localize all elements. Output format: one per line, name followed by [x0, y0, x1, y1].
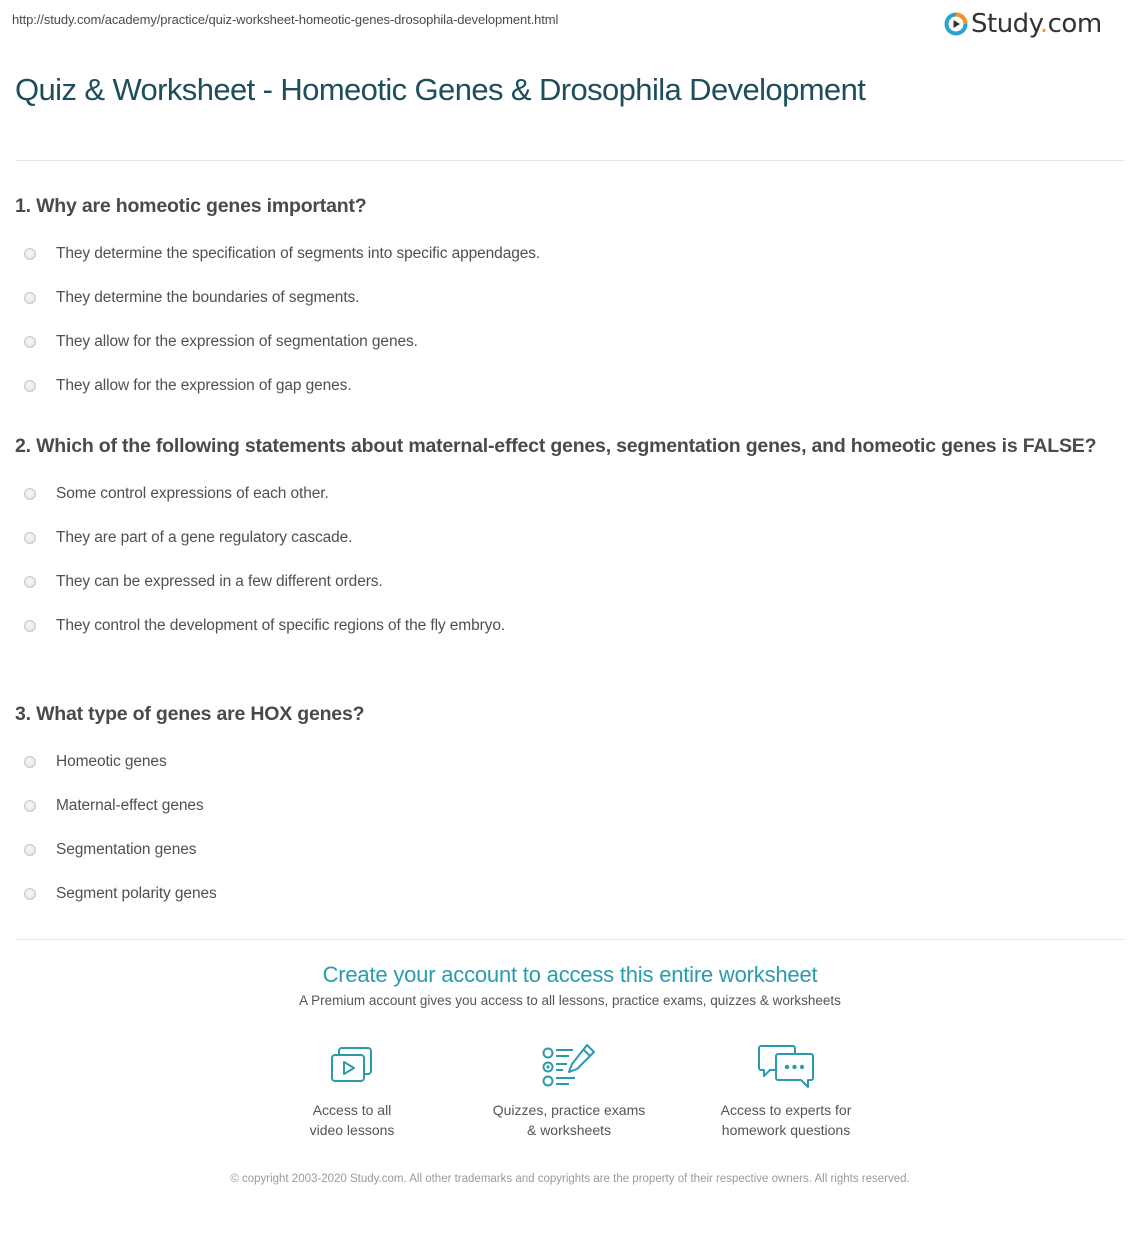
answer-option[interactable]: [15, 516, 1125, 560]
option-label: Segmentation genes: [56, 841, 197, 858]
option-label: They determine the boundaries of segments.: [56, 289, 360, 306]
feature-label-line: Quizzes, practice exams: [492, 1102, 646, 1118]
question-text: 3. What type of genes are HOX genes?: [15, 703, 365, 725]
radio-button[interactable]: [24, 248, 36, 260]
feature-label-line: Access to experts for: [720, 1102, 852, 1118]
title-divider: [15, 160, 1125, 161]
answer-option[interactable]: [15, 604, 1125, 648]
chat-bubbles-icon: [756, 1042, 816, 1092]
radio-button[interactable]: [24, 844, 36, 856]
question-2: [15, 432, 1125, 648]
questions-divider: [15, 939, 1125, 940]
radio-button[interactable]: [24, 292, 36, 304]
feature-label-line: video lessons: [309, 1122, 395, 1138]
radio-button[interactable]: [24, 620, 36, 632]
premium-cta: [0, 960, 1140, 1011]
answer-option[interactable]: [15, 740, 1125, 784]
radio-button[interactable]: [24, 532, 36, 544]
question-3: [15, 700, 1125, 916]
option-label: Homeotic genes: [56, 753, 167, 770]
answer-option[interactable]: [15, 828, 1125, 872]
logo-text: [971, 8, 1102, 40]
option-label: Some control expressions of each other.: [56, 485, 329, 502]
radio-button[interactable]: [24, 756, 36, 768]
feature-label: [252, 1100, 452, 1140]
answer-option[interactable]: [15, 364, 1125, 408]
radio-button[interactable]: [24, 888, 36, 900]
feature-label-line: & worksheets: [526, 1122, 612, 1138]
feature-label-line: Access to all: [312, 1102, 392, 1118]
create-account-link[interactable]: Create your account to access this entire worksheet: [322, 962, 818, 987]
radio-button[interactable]: [24, 576, 36, 588]
answer-option[interactable]: [15, 320, 1125, 364]
option-label: They control the development of specific regions of the fly embryo.: [56, 617, 506, 634]
option-label: Segment polarity genes: [56, 885, 217, 902]
page-url[interactable]: http://study.com/academy/practice/quiz-worksheet-homeotic-genes-drosophila-development.html: [12, 12, 559, 27]
option-label: They allow for the expression of gap genes.: [56, 377, 352, 394]
feature-video-lessons: [252, 1042, 452, 1140]
option-label: They are part of a gene regulatory cascade.: [56, 529, 353, 546]
cta-subtitle: A Premium account gives you access to all lessons, practice exams, quizzes & worksheets: [299, 993, 841, 1008]
copyright-footer: © copyright 2003-2020 Study.com. All other trademarks and copyrights are the property of their respective owners. All rights reserved.: [230, 1173, 910, 1185]
logo-name: Study: [971, 9, 1040, 39]
quiz-checklist-icon: [539, 1042, 599, 1092]
answer-options: [15, 232, 1125, 408]
top-bar: [0, 0, 1140, 44]
radio-button[interactable]: [24, 336, 36, 348]
page-title: Quiz & Worksheet - Homeotic Genes & Drosophila Development: [15, 72, 866, 107]
answer-option[interactable]: [15, 784, 1125, 828]
question-1: [15, 192, 1125, 408]
play-circle-logo-icon: [944, 12, 968, 36]
logo-tld: com: [1047, 9, 1102, 39]
answer-options: [15, 472, 1125, 648]
study-com-logo[interactable]: [944, 8, 1102, 40]
answer-option[interactable]: [15, 276, 1125, 320]
option-label: They allow for the expression of segmentation genes.: [56, 333, 418, 350]
radio-button[interactable]: [24, 800, 36, 812]
feature-label: [686, 1100, 886, 1140]
answer-option[interactable]: [15, 232, 1125, 276]
option-label: They determine the specification of segments into specific appendages.: [56, 245, 541, 262]
feature-label-line: homework questions: [721, 1122, 851, 1138]
option-label: Maternal-effect genes: [56, 797, 204, 814]
feature-label: [469, 1100, 669, 1140]
option-label: They can be expressed in a few different orders.: [56, 573, 383, 590]
feature-experts: [686, 1042, 886, 1140]
logo-dot: .: [1039, 9, 1048, 39]
answer-option[interactable]: [15, 872, 1125, 916]
answer-option[interactable]: [15, 560, 1125, 604]
video-lessons-icon: [322, 1042, 382, 1092]
feature-quizzes: [469, 1042, 669, 1140]
answer-options: [15, 740, 1125, 916]
question-text: 2. Which of the following statements about maternal-effect genes, segmentation genes, and homeotic genes is FALSE?: [15, 435, 1097, 457]
radio-button[interactable]: [24, 488, 36, 500]
answer-option[interactable]: [15, 472, 1125, 516]
radio-button[interactable]: [24, 380, 36, 392]
question-text: 1. Why are homeotic genes important?: [15, 195, 367, 217]
